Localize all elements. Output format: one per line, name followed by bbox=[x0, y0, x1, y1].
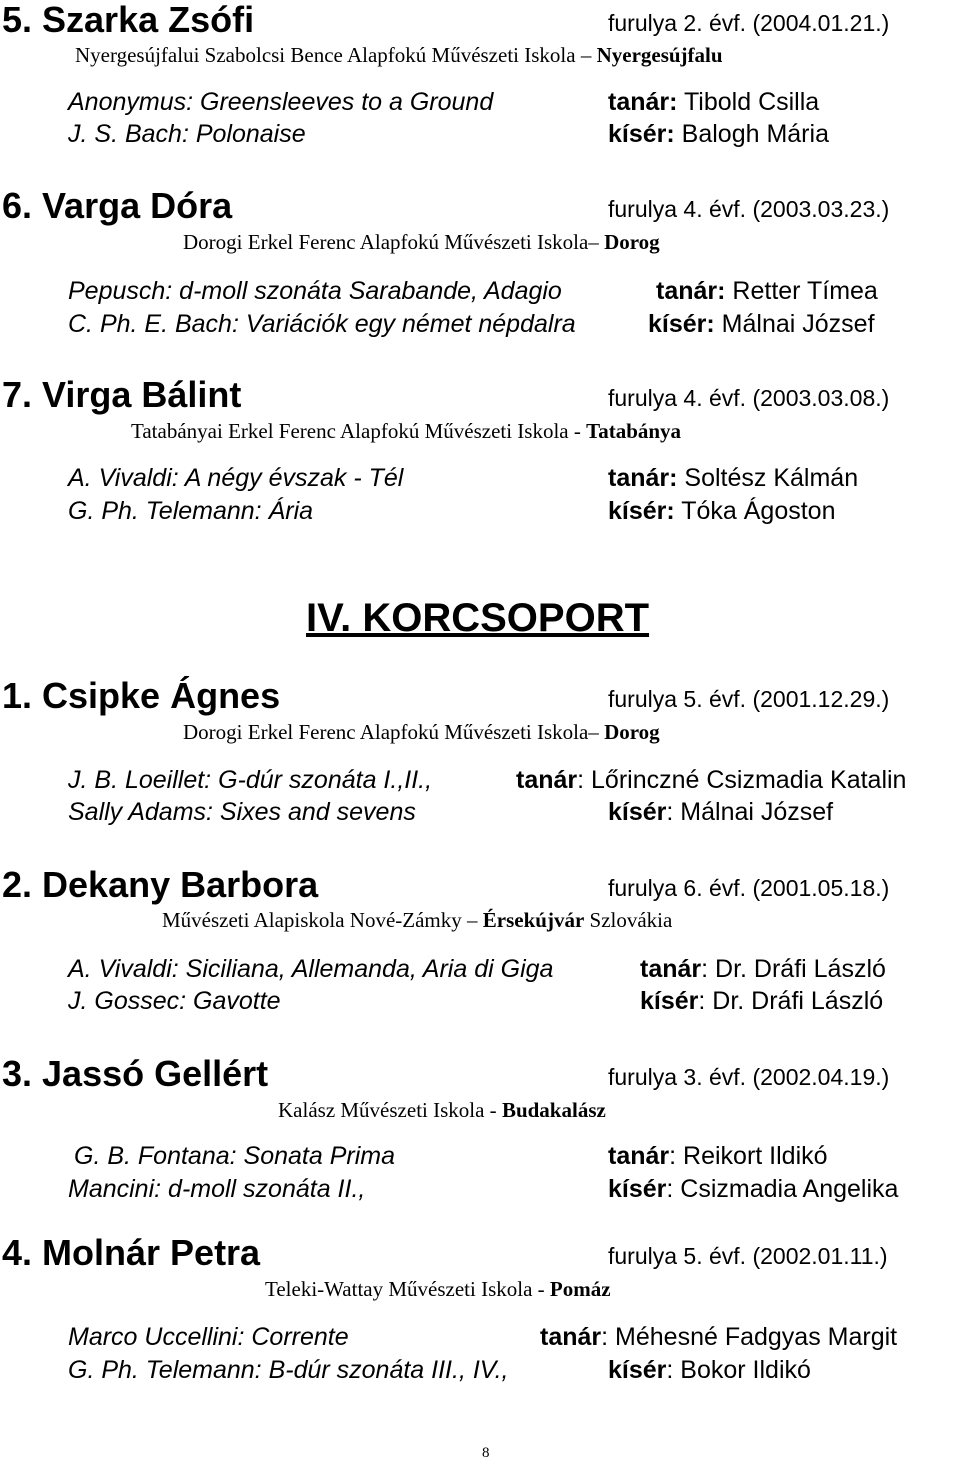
accompanist: kísér: Bokor Ildikó bbox=[608, 1356, 811, 1384]
entry-info: furulya 4. évf. (2003.03.08.) bbox=[608, 385, 890, 411]
entry-school: Nyergesújfalui Szabolcsi Bence Alapfokú Művészeti Iskola – Nyergesújfalu bbox=[75, 43, 723, 67]
entry-info: furulya 5. évf. (2002.01.11.) bbox=[608, 1243, 888, 1269]
teacher: tanár: Lőrinczné Csizmadia Katalin bbox=[516, 766, 907, 794]
entry-name: 6. Varga Dóra bbox=[2, 185, 233, 226]
accompanist: kísér: Tóka Ágoston bbox=[608, 497, 836, 525]
entry-school: Művészeti Alapiskola Nové-Zámky – Érsekújvár Szlovákia bbox=[162, 908, 673, 932]
entry-school: Tatabányai Erkel Ferenc Alapfokú Művészeti Iskola - Tatabánya bbox=[131, 419, 682, 443]
teacher: tanár: Retter Tímea bbox=[656, 277, 878, 305]
entry-name: 7. Virga Bálint bbox=[2, 374, 242, 415]
entry-name: 4. Molnár Petra bbox=[2, 1232, 261, 1273]
piece-1: A. Vivaldi: Siciliana, Allemanda, Aria di Giga bbox=[68, 955, 554, 983]
piece-2: J. S. Bach: Polonaise bbox=[68, 120, 306, 148]
entry-name: 3. Jassó Gellért bbox=[2, 1053, 269, 1094]
piece-2: C. Ph. E. Bach: Variációk egy német népdalra bbox=[68, 310, 576, 338]
piece-1: A. Vivaldi: A négy évszak - Tél bbox=[68, 464, 404, 492]
entry-info: furulya 3. évf. (2002.04.19.) bbox=[608, 1064, 890, 1090]
piece-1: J. B. Loeillet: G-dúr szonáta I.,II., bbox=[68, 766, 433, 794]
teacher: tanár: Dr. Dráfi László bbox=[640, 955, 886, 983]
teacher: tanár: Méhesné Fadgyas Margit bbox=[540, 1323, 898, 1351]
entry-info: furulya 5. évf. (2001.12.29.) bbox=[608, 686, 890, 712]
piece-2: Mancini: d-moll szonáta II., bbox=[68, 1175, 366, 1203]
teacher: tanár: Tibold Csilla bbox=[608, 88, 820, 116]
piece-2: Sally Adams: Sixes and sevens bbox=[68, 798, 416, 826]
accompanist: kísér: Csizmadia Angelika bbox=[608, 1175, 899, 1203]
piece-1: Anonymus: Greensleeves to a Ground bbox=[68, 88, 494, 116]
teacher: tanár: Soltész Kálmán bbox=[608, 464, 859, 492]
accompanist: kísér: Málnai József bbox=[648, 310, 875, 338]
section-title: IV. KORCSOPORT bbox=[306, 596, 650, 640]
piece-1: G. B. Fontana: Sonata Prima bbox=[74, 1142, 395, 1170]
accompanist: kísér: Balogh Mária bbox=[608, 120, 829, 148]
piece-1: Marco Uccellini: Corrente bbox=[68, 1323, 349, 1351]
entry-info: furulya 6. évf. (2001.05.18.) bbox=[608, 875, 890, 901]
accompanist: kísér: Dr. Dráfi László bbox=[640, 987, 884, 1015]
teacher: tanár: Reikort Ildikó bbox=[608, 1142, 828, 1170]
entry-school: Dorogi Erkel Ferenc Alapfokú Művészeti Iskola– Dorog bbox=[183, 230, 660, 254]
accompanist: kísér: Málnai József bbox=[608, 798, 834, 826]
page-number: 8 bbox=[482, 1445, 490, 1461]
entry-school: Teleki-Wattay Művészeti Iskola - Pomáz bbox=[265, 1277, 611, 1301]
entry-name: 1. Csipke Ágnes bbox=[2, 675, 281, 716]
entry-info: furulya 4. évf. (2003.03.23.) bbox=[608, 196, 890, 222]
entry-school: Kalász Művészeti Iskola - Budakalász bbox=[278, 1098, 606, 1122]
entry-name: 2. Dekany Barbora bbox=[2, 864, 319, 905]
piece-2: G. Ph. Telemann: Ária bbox=[68, 497, 314, 525]
entry-school: Dorogi Erkel Ferenc Alapfokú Művészeti Iskola– Dorog bbox=[183, 720, 660, 744]
piece-1: Pepusch: d-moll szonáta Sarabande, Adagio bbox=[68, 277, 562, 305]
piece-2: G. Ph. Telemann: B-dúr szonáta III., IV., bbox=[68, 1356, 509, 1384]
entry-name: 5. Szarka Zsófi bbox=[2, 0, 255, 40]
entry-info: furulya 2. évf. (2004.01.21.) bbox=[608, 10, 890, 36]
piece-2: J. Gossec: Gavotte bbox=[68, 987, 281, 1015]
